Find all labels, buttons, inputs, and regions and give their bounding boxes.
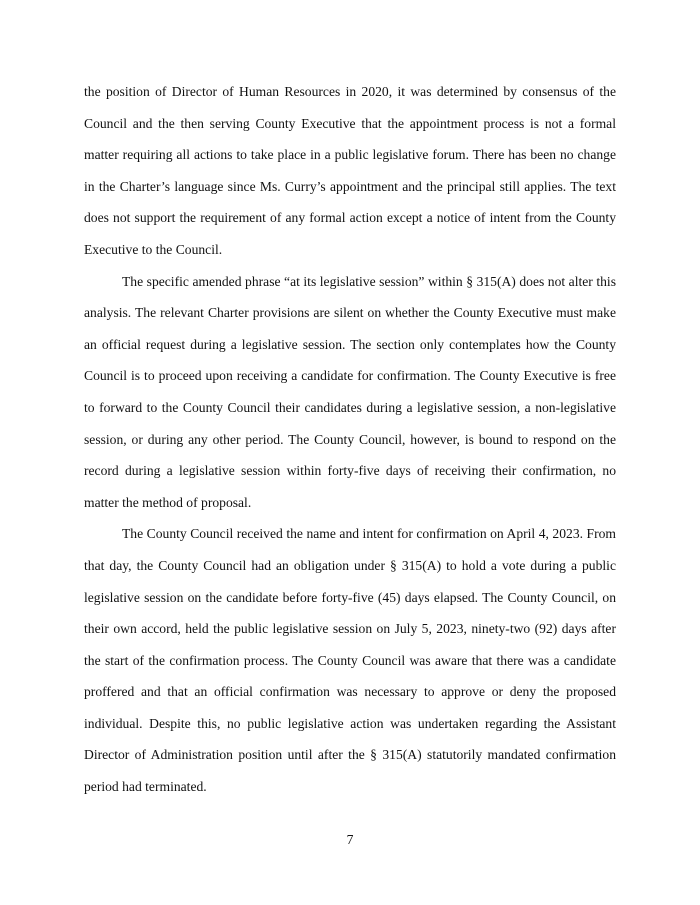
paragraph-continued: the position of Director of Human Resources in 2020, it was determined by consensus of the Council and the then serving County Executive that the appointment process is not a formal matter requiring all actions to take place in a public legislative forum. There has been no change in the Charter’s language since Ms. Curry’s appointment and the principal still applies. The text does not support the requirement of any formal action except a notice of intent from the County Executive to the Council. [84, 84, 616, 257]
body-text [84, 76, 616, 803]
page-number: 7 [346, 832, 354, 847]
paragraph-legislative-session: The specific amended phrase “at its legislative session” within § 315(A) does not alter this analysis. The relevant Charter provisions are silent on whether the County Executive must make an official request during a legislative session. The section only contemplates how the County Council is to proceed upon receiving a candidate for confirmation. The County Executive is free to forward to the County Council their candidates during a legislative session, a non-legislative session, or during any other period. The County Council, however, is bound to respond on the record during a legislative session within forty-five days of receiving their confirmation, no matter the method of proposal. [84, 273, 616, 510]
paragraph-confirmation-timeline: The County Council received the name and intent for confirmation on April 4, 2023. From that day, the County Council had an obligation under § 315(A) to hold a vote during a public legislative session on the candidate before forty-five (45) days elapsed. The County Council, on their own accord, held the public legislative session on July 5, 2023, ninety-two (92) days after the start of the confirmation process. The County Council was aware that there was a candidate proffered and that an official confirmation was necessary to approve or deny the proposed individual. Despite this, no public legislative action was undertaken regarding the Assistant Director of Administration position until after the § 315(A) statutorily mandated confirmation period had terminated. [84, 526, 616, 795]
